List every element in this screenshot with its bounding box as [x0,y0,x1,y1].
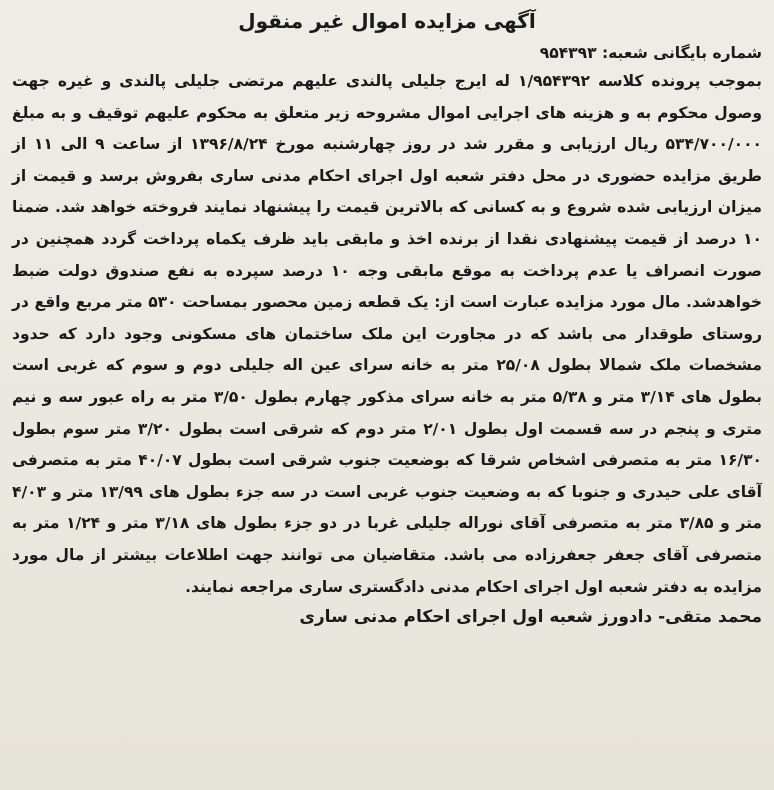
notice-title: آگهی مزایده اموال غیر منقول [238,9,536,33]
archive-file-number: شماره بایگانی شعبه: ۹۵۴۳۹۳ [539,44,762,62]
signature-line: محمد متقی- دادورز شعبه اول اجرای احکام مدنی ساری [299,607,762,628]
notice-body: بموجب پرونده کلاسه ۱/۹۵۴۳۹۲ له ایرج جلیلی پالندی علیهم مرتضی جلیلی پالندی و غیره جهت وصول محکوم به و هزینه های اجرایی اموال مشروحه زیر متعلق به محکوم علیهم توقیف و به مبلغ ۵۳۴/۷۰۰/۰۰۰ ریال ارزیابی و مقرر شد در روز چهارشنبه مورخ ۱۳۹۶/۸/۲۴ از ساعت ۹ الی ۱۱ از طریق مزایده حضوری در محل دفتر شعبه اول اجرای احکام مدنی ساری بفروش برسد و قیمت از میزان ارزیابی شده شروع و به کسانی که بالاترین قیمت را پیشنهاد نمایند فروخته خواهد شد. ضمنا ۱۰ درصد از قیمت پیشنهادی نقدا از برنده اخذ و مابقی باید ظرف یکماه پرداخت گردد همچنین در صورت انصراف یا عدم پرداخت به موقع مابقی وجه ۱۰ درصد سپرده به نفع صندوق دولت ضبط خواهدشد. مال مورد مزایده عبارت است از: یک قطعه زمین محصور بمساحت ۵۳۰ متر مربع واقع در روستای طوقدار می باشد که در مجاورت این ملک ساختمان های مسکونی وجود دارد که حدود مشخصات ملک شمالا بطول ۲۵/۰۸ متر به خانه سرای عین اله جلیلی دوم و سوم که غربی است بطول های ۳/۱۴ متر و ۵/۳۸ متر به خانه سرای مذکور چهارم بطول ۳/۵۰ متر به راه عبور سه و نیم متری و پنجم در سه قسمت اول بطول ۲/۰۱ متر دوم که شرقی است بطول ۳/۲۰ متر سوم بطول ۱۶/۳۰ متر به متصرفی اشخاص شرقا که بوضعیت جنوب شرقی است بطول ۴۰/۰۷ متر به متصرفی آقای علی حیدری و جنوبا که به وضعیت جنوب غربی است در سه جزء بطول های ۱۳/۹۹ متر و ۴/۰۳ متر و ۳/۸۵ متر به متصرفی آقای نوراله جلیلی غربا در دو جزء بطول های ۳/۱۸ متر و ۱/۲۴ متر به متصرفی آقای جعفر جعفرزاده می باشد. متقاضیان می توانند جهت اطلاعات بیشتر از مال مورد مزایده به دفتر شعبه اول اجرای احکام مدنی دادگستری ساری مراجعه نمایند. [12,72,763,596]
